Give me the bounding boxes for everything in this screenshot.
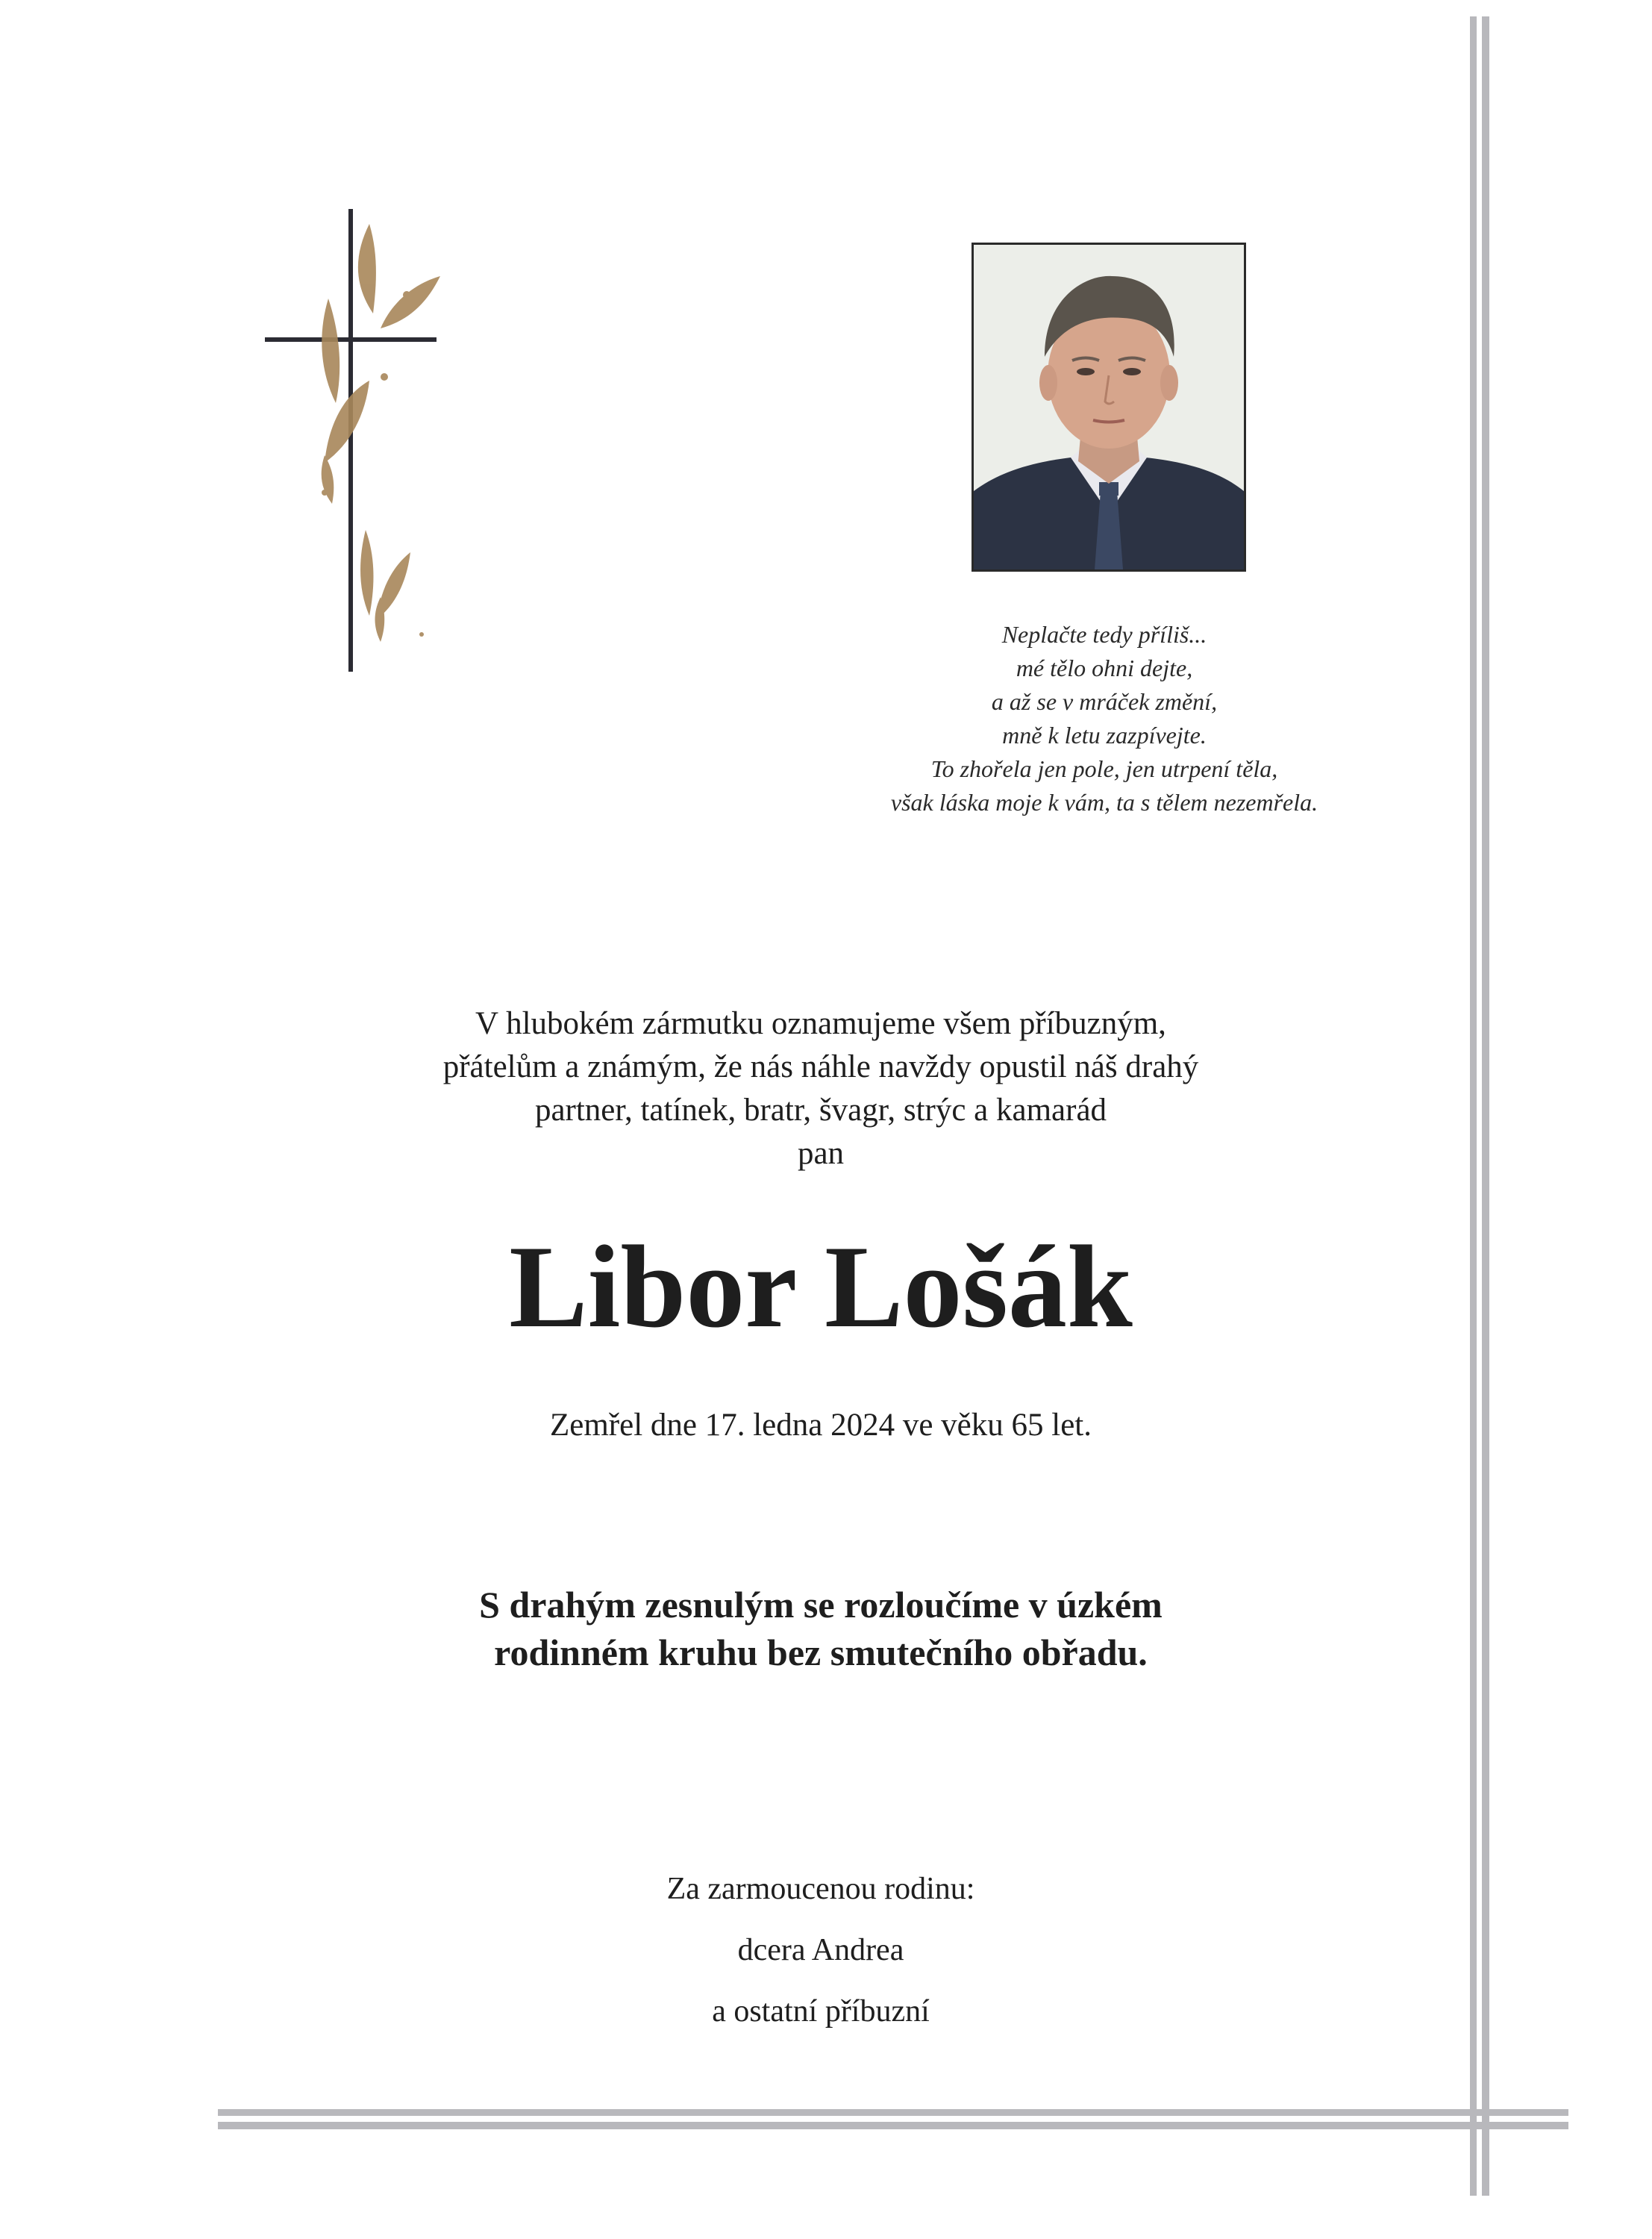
poem-line: a až se v mráček změní, (991, 688, 1218, 715)
deceased-name: Libor Lošák (509, 1222, 1133, 1352)
family-line: Za zarmoucenou rodinu: (666, 1872, 975, 1906)
cross-ornament-icon (265, 209, 444, 672)
border-line-bottom-1 (218, 2109, 1568, 2116)
announcement-line: partner, tatínek, bratr, švagr, strýc a kamarád (534, 1093, 1107, 1128)
family-line: a ostatní příbuzní (712, 1994, 930, 2029)
poem-line: To zhořela jen pole, jen utrpení těla, (930, 755, 1278, 782)
farewell-line: S drahým zesnulým se rozloučíme v úzkém (479, 1584, 1163, 1626)
poem-line: mé tělo ohni dejte, (1016, 655, 1193, 681)
poem-line: mně k letu zazpívejte. (1002, 722, 1207, 749)
announcement (298, 1002, 1343, 1175)
poem (776, 618, 1433, 819)
family-signature (522, 1858, 1119, 2042)
poem-line: však láska moje k vám, ta s tělem nezemřela. (890, 789, 1318, 816)
farewell-notice (269, 1581, 1373, 1676)
border-line-bottom-2 (218, 2122, 1568, 2129)
portrait-photo (972, 243, 1246, 572)
border-line-right-2 (1482, 16, 1489, 2196)
farewell-line: rodinném kruhu bez smutečního obřadu. (494, 1631, 1148, 1673)
announcement-line: V hlubokém zármutku oznamujeme všem příbuzným, (475, 1006, 1166, 1041)
announcement-line: pan (797, 1136, 845, 1171)
family-line: dcera Andrea (737, 1933, 904, 1967)
poem-line: Neplačte tedy příliš... (1001, 621, 1207, 648)
announcement-line: přátelům a známým, že nás náhle navždy opustil náš drahý (442, 1049, 1199, 1084)
border-line-right-1 (1470, 16, 1477, 2196)
death-notice: Zemřel dne 17. ledna 2024 ve věku 65 let. (549, 1408, 1092, 1443)
